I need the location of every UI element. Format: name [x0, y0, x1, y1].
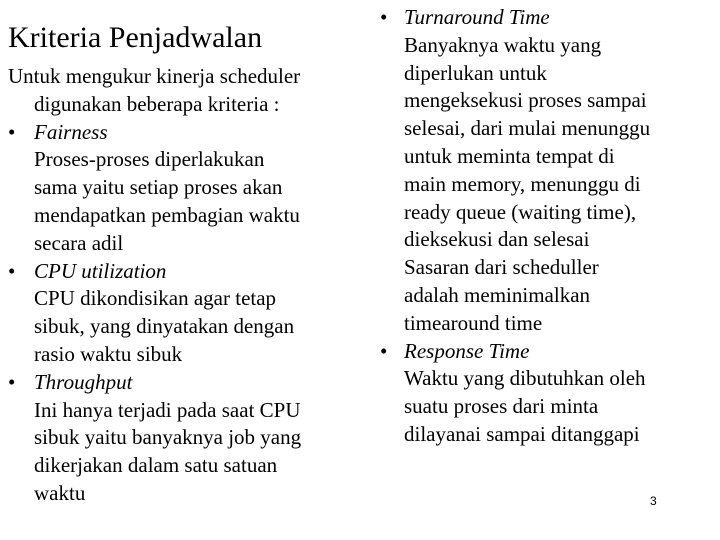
criterion-heading-label: Turnaround Time: [404, 5, 550, 29]
description-line: main memory, menunggu di: [404, 171, 641, 196]
description-line: rasio waktu sibuk: [34, 341, 183, 366]
right-column: [380, 4, 716, 449]
description-line: Waktu yang dibutuhkan oleh: [404, 366, 646, 391]
criterion-heading-turnaround-time: [380, 4, 716, 32]
description-line: Banyaknya waktu yang: [404, 32, 602, 57]
intro-line: digunakan beberapa kriteria :: [34, 91, 280, 116]
description-line: untuk meminta tempat di: [404, 143, 615, 168]
description-line: suatu proses dari minta: [404, 394, 599, 419]
description-line: secara adil: [34, 230, 124, 255]
description-line: mengeksekusi proses sampai: [404, 88, 647, 113]
description-line: dieksekusi dan selesai: [404, 227, 590, 252]
description-line: selesai, dari mulai menunggu: [404, 116, 651, 141]
bullet-icon: •: [8, 258, 16, 283]
description-line: sama yaitu setiap proses akan: [34, 175, 283, 200]
description-line: waktu: [34, 480, 86, 505]
bullet-icon: •: [8, 369, 16, 394]
description-line: diperlukan untuk: [404, 60, 547, 85]
criterion-heading-fairness: [8, 119, 378, 147]
criterion-heading-label: Throughput: [34, 369, 133, 394]
description-line: Proses-proses diperlakukan: [34, 147, 265, 172]
description-line: CPU dikondisikan agar tetap: [34, 286, 277, 311]
criterion-heading-throughput: [8, 369, 378, 397]
criterion-heading-label: Response Time: [404, 338, 530, 363]
description-line: sibuk, yang dinyatakan dengan: [34, 314, 295, 339]
description-line: Sasaran dari scheduller: [404, 255, 599, 280]
description-line: timearound time: [404, 310, 543, 335]
criterion-heading-cpu-utilization: [8, 258, 378, 286]
criterion-heading-response-time: [380, 338, 716, 366]
description-line: sibuk yaitu banyaknya job yang: [34, 425, 302, 450]
description-line: dikerjakan dalam satu satuan: [34, 453, 278, 478]
description-line: dilayanai sampai ditanggapi: [404, 421, 640, 446]
page-number: 3: [650, 494, 657, 508]
bullet-icon: •: [8, 119, 16, 144]
description-line: adalah meminimalkan: [404, 282, 591, 307]
slide-title: Kriteria Penjadwalan: [8, 21, 263, 54]
criterion-heading-label: CPU utilization: [34, 258, 167, 283]
bullet-icon: •: [380, 5, 388, 29]
description-line: Ini hanya terjadi pada saat CPU: [34, 397, 301, 422]
bullet-icon: •: [380, 338, 388, 363]
description-line: mendapatkan pembagian waktu: [34, 202, 300, 227]
description-line: ready queue (waiting time),: [404, 199, 637, 224]
left-column: [8, 63, 378, 508]
intro-line: Untuk mengukur kinerja scheduler: [8, 64, 301, 88]
criterion-heading-label: Fairness: [34, 119, 108, 144]
